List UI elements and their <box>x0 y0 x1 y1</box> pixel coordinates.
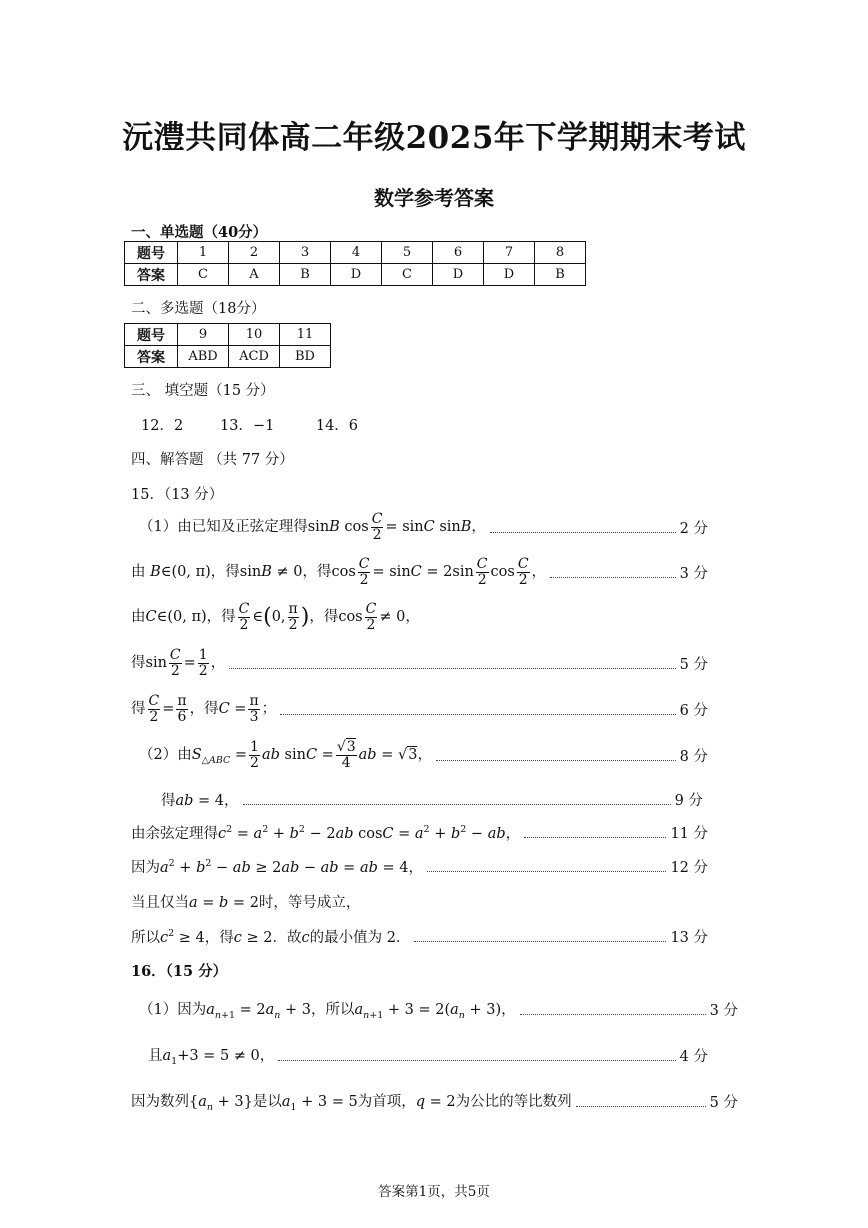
score: 11 分 <box>670 826 708 842</box>
q15-step-1 <box>139 512 708 542</box>
formula: C∈(0, π) <box>145 609 207 626</box>
page-footer: 答案第1页，共5页 <box>378 1184 490 1200</box>
q16-heading: 16．（15 分） <box>131 963 228 980</box>
formula: $a_1 + 3 = 5$ <box>281 1094 358 1113</box>
step-text: 为首项， <box>357 1094 416 1110</box>
dot-leader <box>576 1106 706 1107</box>
dot-leader <box>278 1060 675 1061</box>
score: 3 分 <box>679 565 708 582</box>
q15-step-4 <box>131 648 708 678</box>
formula: cos $\frac{C}{2}$ = sinC = 2sin $\frac{C}{2}$ cos $\frac{C}{2}$ ， <box>331 556 547 588</box>
q15-step-9 <box>131 856 708 877</box>
step-text: 得 <box>131 655 146 672</box>
step-text: ，得 <box>204 930 234 946</box>
table-cell: 9 <box>178 324 229 346</box>
table-cell: B <box>535 264 586 286</box>
table-cell: 10 <box>229 324 280 346</box>
table-row <box>125 264 586 286</box>
table-cell: A <box>229 264 280 286</box>
formula: B∈(0, π) <box>150 564 211 581</box>
table-cell: ABD <box>178 346 229 368</box>
step-text: 所以 <box>131 930 160 946</box>
step-text: 由 <box>131 564 146 581</box>
document-subtitle: 数学参考答案 <box>374 186 494 210</box>
score: 8 分 <box>679 748 708 765</box>
table-cell: D <box>331 264 382 286</box>
table-cell: B <box>280 264 331 286</box>
formula: $a^2 + b^2$ − ab ≥ 2ab − ab = ab = 4， <box>160 858 423 876</box>
q15-step-6 <box>139 740 708 770</box>
step-text: 的最小值为 2． <box>309 930 411 946</box>
formula: $a_1+3 = 5 \ne 0$， <box>162 1048 275 1067</box>
table-cell: 5 <box>382 242 433 264</box>
formula: c <box>301 930 310 946</box>
formula: ab = 4， <box>175 793 239 809</box>
q15-step-7 <box>161 789 703 810</box>
table-cell: 2 <box>229 242 280 264</box>
formula: $c^2 \ge 4$ <box>160 928 205 946</box>
table-cell: C <box>382 264 433 286</box>
q16-step-3 <box>131 1090 738 1113</box>
formula: $a_{n+1} + 3 = 2(a_n + 3)$， <box>354 1002 516 1021</box>
step-text: （2）由 <box>139 747 192 764</box>
row-label-question: 题号 <box>125 242 178 264</box>
dot-leader <box>427 871 666 872</box>
step-text: 得 <box>131 701 146 718</box>
formula: sin $\frac{C}{2}$ = $\frac{1}{2}$ ， <box>145 647 226 679</box>
document-title: 沅澧共同体高二年级2025年下学期期末考试 <box>122 120 746 156</box>
dot-leader <box>280 714 676 715</box>
score: 13 分 <box>670 930 708 946</box>
table-cell: 8 <box>535 242 586 264</box>
formula: $S_{\triangle ABC}$ = $\frac{1}{2}$ ab sinC = $\frac{√3}{4}$ ab = √3， <box>191 739 432 771</box>
formula: C = $\frac{\pi}{3}$ ； <box>218 693 277 725</box>
q15-step-11 <box>131 926 708 947</box>
dot-leader <box>520 1014 706 1015</box>
formula: $\{a_n + 3\}$ <box>189 1094 253 1113</box>
q16-step-1 <box>139 998 738 1021</box>
table-row <box>125 346 331 368</box>
row-label-answer: 答案 <box>125 264 178 286</box>
dot-leader <box>243 804 671 805</box>
step-text: 得 <box>161 793 176 809</box>
step-text: 由余弦定理得 <box>131 826 218 842</box>
table-cell: 1 <box>178 242 229 264</box>
q15-step-10 <box>131 891 360 912</box>
score: 5 分 <box>709 1094 738 1111</box>
dot-leader <box>436 760 676 761</box>
step-text: （1）因为 <box>139 1002 207 1018</box>
table-cell: D <box>484 264 535 286</box>
single-choice-answer-table <box>124 241 586 286</box>
dot-leader <box>414 941 666 942</box>
step-text: ，得 <box>309 609 339 626</box>
table-cell: 3 <box>280 242 331 264</box>
step-text: ，得 <box>189 701 219 718</box>
step-text: 因为数列 <box>131 1094 189 1110</box>
step-text: ．故 <box>272 930 302 946</box>
dot-leader <box>524 837 666 838</box>
formula: q = 2 <box>415 1094 456 1110</box>
score: 12 分 <box>670 860 708 876</box>
q15-step-3 <box>131 602 420 632</box>
step-text: ，得 <box>210 564 240 581</box>
table-cell: 7 <box>484 242 535 264</box>
table-cell: D <box>433 264 484 286</box>
score: 3 分 <box>709 1002 738 1019</box>
formula: $\frac{C}{2}$ = $\frac{\pi}{6}$ <box>148 693 187 725</box>
q15-step-8 <box>131 822 708 843</box>
formula: $\frac{C}{2}$ ∈(0, $\frac{\pi}{2}$ ) <box>238 601 310 633</box>
table-cell: BD <box>280 346 331 368</box>
step-text: 由 <box>131 609 146 626</box>
fill-in-answers: 12．2 13．−1 14．6 <box>141 418 359 434</box>
multiple-choice-answer-table <box>124 323 331 368</box>
table-cell: ACD <box>229 346 280 368</box>
table-row <box>125 324 331 346</box>
score: 9 分 <box>674 793 703 809</box>
row-label-question: 题号 <box>125 324 178 346</box>
formula: a = b = 2 <box>189 895 259 911</box>
formula: cos $\frac{C}{2}$ ≠ 0， <box>338 601 420 633</box>
formula: $c^2 = a^2 + b^2 - 2ab$ $\cos C = a^2 + b^2$ − ab， <box>218 824 521 842</box>
q15-heading: 15．（13 分） <box>131 487 224 503</box>
step-text: 当且仅当 <box>131 895 189 911</box>
formula: sinB ≠ 0 <box>239 564 303 581</box>
table-cell: 4 <box>331 242 382 264</box>
step-text: （1）由已知及正弦定理得 <box>139 519 308 536</box>
dot-leader <box>550 577 676 578</box>
q15-step-5 <box>131 694 708 724</box>
step-text: ，得 <box>302 564 332 581</box>
step-text: 为公比的等比数列 <box>455 1094 572 1110</box>
section2-heading: 二、多选题（18分） <box>131 301 266 317</box>
q15-step-2 <box>131 557 708 587</box>
formula: c ≥ 2 <box>233 930 273 946</box>
dot-leader <box>490 532 676 533</box>
score: 4 分 <box>679 1048 708 1065</box>
step-text: 因为 <box>131 860 160 876</box>
formula: sinB cos $\frac{C}{2}$ = sinC sinB， <box>307 511 486 543</box>
step-text: 时，等号成立， <box>258 895 361 911</box>
score: 2 分 <box>679 520 708 537</box>
step-text: 且 <box>148 1048 163 1064</box>
step-text: ，得 <box>206 609 236 626</box>
q16-step-2 <box>148 1044 708 1067</box>
formula: $a_{n+1} = 2a_n + 3$ <box>206 1002 311 1021</box>
table-row <box>125 242 586 264</box>
table-cell: 11 <box>280 324 331 346</box>
step-text: ，所以 <box>311 1002 355 1018</box>
score: 5 分 <box>679 656 708 673</box>
table-cell: 6 <box>433 242 484 264</box>
step-text: 是以 <box>252 1094 282 1110</box>
score: 6 分 <box>679 702 708 719</box>
dot-leader <box>229 668 675 669</box>
row-label-answer: 答案 <box>125 346 178 368</box>
section4-heading: 四、解答题 （共 77 分） <box>131 452 294 468</box>
section3-heading: 三、 填空题（15 分） <box>131 383 275 399</box>
section1-heading: 一、单选题（40分） <box>131 224 268 241</box>
table-cell: C <box>178 264 229 286</box>
